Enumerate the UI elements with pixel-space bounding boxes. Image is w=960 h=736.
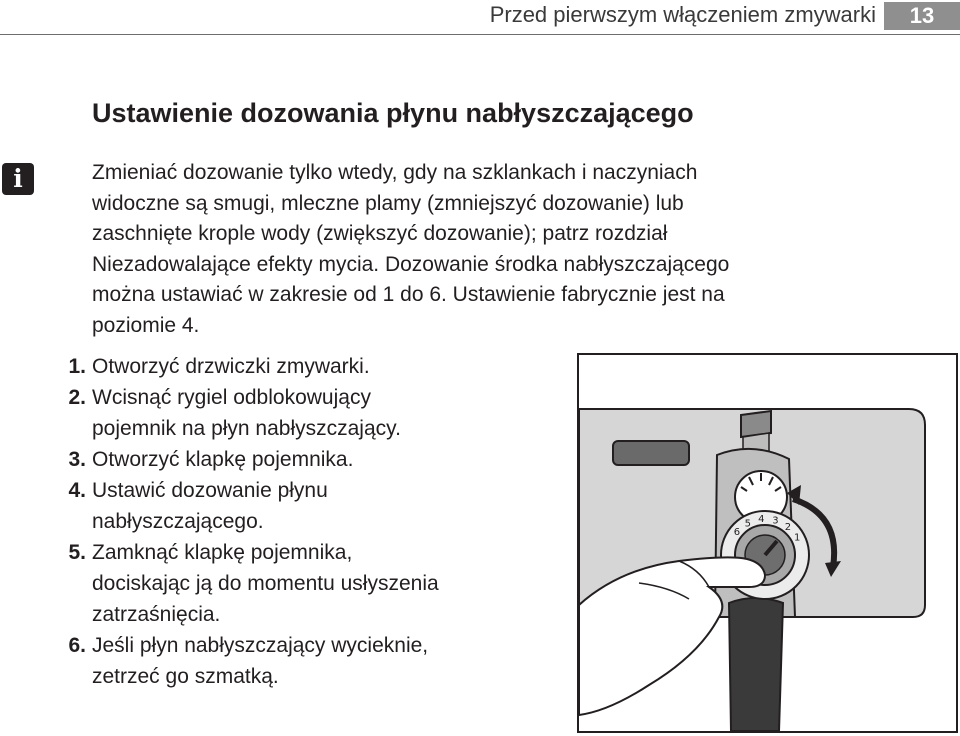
dispenser-illustration bbox=[577, 353, 958, 733]
dial-digit: 2 bbox=[784, 521, 792, 533]
step-number: 3. bbox=[68, 448, 86, 471]
dial-digit: 5 bbox=[744, 518, 751, 530]
step-number: 5. bbox=[68, 541, 86, 564]
info-line: widoczne są smugi, mleczne plamy (zmniejszyć dozowanie) lub bbox=[92, 191, 684, 215]
header-divider bbox=[0, 34, 960, 35]
step-number: 1. bbox=[68, 355, 86, 378]
dial-digit: 4 bbox=[758, 514, 765, 526]
step-text: zatrzaśnięcia. bbox=[92, 603, 221, 626]
dispenser-opening bbox=[729, 598, 783, 731]
dial-digit: 3 bbox=[772, 515, 779, 527]
dial-digit: 1 bbox=[794, 532, 801, 544]
info-paragraph bbox=[92, 158, 912, 341]
step-number: 2. bbox=[68, 386, 86, 409]
info-line: zaschnięte krople wody (zwiększyć dozowanie); patrz rozdział bbox=[92, 222, 668, 245]
step-item bbox=[52, 382, 439, 444]
step-text: zetrzeć go szmatką. bbox=[92, 665, 279, 688]
dispenser-drawing bbox=[579, 355, 956, 731]
step-text: Wcisnąć rygiel odblokowujący bbox=[92, 386, 371, 409]
step-item bbox=[52, 475, 439, 537]
info-line: Zmieniać dozowanie tylko wtedy, gdy na szklankach i naczyniach bbox=[92, 161, 698, 184]
info-line: Niezadowalające efekty mycia. Dozowanie środka nabłyszczającego bbox=[92, 252, 730, 276]
step-number: 4. bbox=[68, 479, 86, 502]
step-number: 6. bbox=[68, 634, 86, 657]
step-text: nabłyszczającego. bbox=[92, 510, 264, 533]
info-line: można ustawiać w zakresie od 1 do 6. Ustawienie fabrycznie jest na bbox=[92, 283, 725, 306]
slot bbox=[613, 441, 689, 465]
info-line: poziomie 4. bbox=[92, 313, 200, 337]
info-icon: i bbox=[2, 163, 34, 195]
steps-list bbox=[52, 351, 439, 692]
header-title: Przed pierwszym włączeniem zmywarki bbox=[489, 2, 876, 27]
step-text: Zamknąć klapkę pojemnika, bbox=[92, 541, 353, 564]
step-text: dociskając ją do momentu usłyszenia bbox=[92, 572, 439, 595]
step-item bbox=[52, 444, 439, 475]
dial-digit: 6 bbox=[733, 527, 741, 539]
step-text: Otworzyć klapkę pojemnika. bbox=[92, 448, 354, 471]
step-text: Otworzyć drzwiczki zmywarki. bbox=[92, 355, 370, 378]
step-text: pojemnik na płyn nabłyszczający. bbox=[92, 417, 401, 440]
step-text: Ustawić dozowanie płynu bbox=[92, 479, 328, 502]
page-number: 13 bbox=[884, 2, 960, 30]
section-title: Ustawienie dozowania płynu nabłyszczającego bbox=[92, 98, 694, 128]
step-item bbox=[52, 351, 439, 382]
step-item bbox=[52, 630, 439, 692]
step-text: Jeśli płyn nabłyszczający wycieknie, bbox=[92, 634, 429, 657]
step-item bbox=[52, 537, 439, 630]
